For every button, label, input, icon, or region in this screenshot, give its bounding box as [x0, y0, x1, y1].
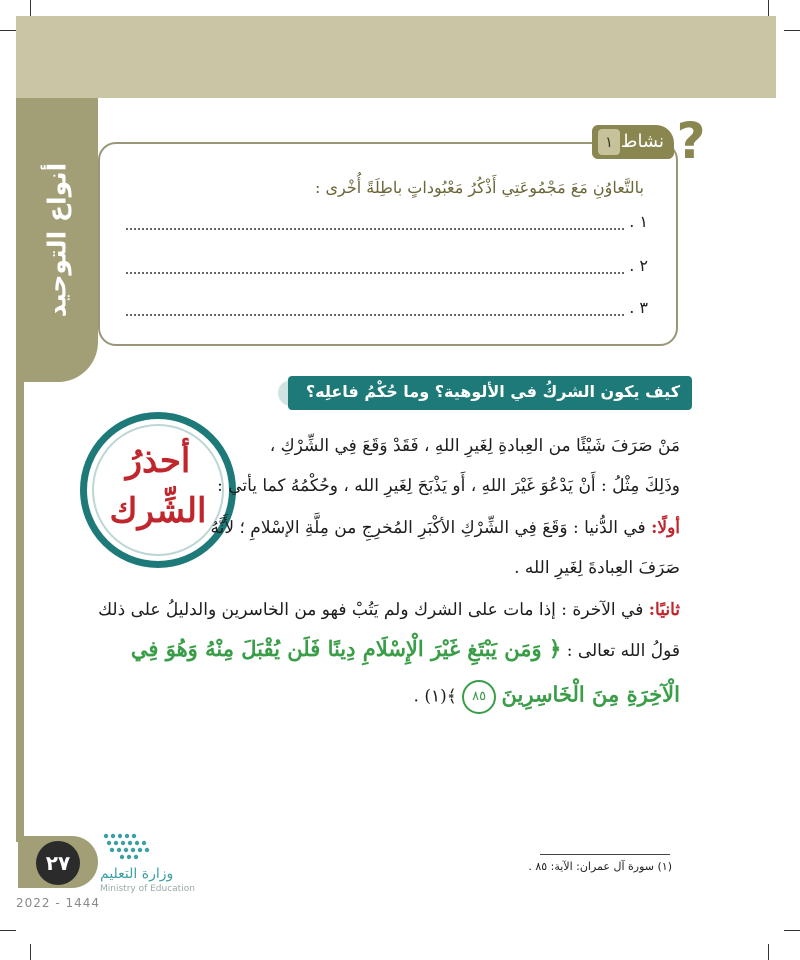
first-point [211, 518, 680, 538]
section-heading: كيف يكون الشركُ في الألوهية؟ وما حُكْمُ فاعلِه؟ [305, 382, 680, 401]
dotted-line [126, 314, 624, 316]
activity-tab [592, 125, 674, 159]
verse-line-1 [131, 636, 680, 661]
first-label: أولًا: [651, 518, 680, 538]
crop-mark [0, 930, 16, 931]
second-text: في الآخرة : إذا مات على الشرك ولم يَتُبْ فهو من الخاسرين والدليلُ على ذلك [98, 600, 644, 620]
badge-line2: الشِّرك [109, 491, 207, 531]
footnote: (١) سورة آل عمران: الآية: ٨٥ . [528, 860, 672, 873]
left-strip [16, 382, 24, 842]
verse-line-2 [414, 680, 680, 714]
verse-part2: الْآخِرَةِ مِنَ الْخَاسِرِينَ [501, 681, 680, 707]
answer-line-number: ٣ . [629, 298, 648, 317]
crop-mark [768, 944, 769, 960]
answer-line-number: ١ . [629, 212, 648, 231]
verse-part1: ﴿ وَمَن يَبْتَغِ غَيْرَ الْإِسْلَامِ دِينًا فَلَن يُقْبَلَ مِنْهُ وَهُوَ فِي [130, 636, 562, 661]
verse-end: ﴾(١) . [413, 686, 457, 707]
ministry-name-en: Ministry of Education [100, 884, 195, 894]
page-number: ٢٧ [36, 841, 80, 885]
crop-mark [30, 0, 31, 16]
ayah-number-mark: ٨٥ [462, 680, 496, 714]
warning-badge [80, 412, 236, 568]
edition-year: 2022 - 1444 [16, 896, 101, 910]
crop-mark [784, 30, 800, 31]
ministry-name: وزارة التعليم [100, 866, 174, 882]
second-point [98, 600, 680, 620]
section-banner [288, 376, 692, 410]
paragraph-2: وذَلِكَ مِثْلُ : أَنْ يَدْعُوَ غَيْرَ اللهِ ، أَو يَذْبَحَ لِغَيرِ الله ، وحُكْمُهُ كما يأتي : [217, 476, 680, 496]
second-label: ثانيًا: [648, 600, 680, 620]
side-tab [16, 98, 98, 382]
footnote-rule [540, 854, 670, 855]
answer-line[interactable] [126, 298, 648, 320]
answer-line[interactable] [126, 256, 648, 278]
question-mark-icon: ? [676, 112, 706, 170]
crop-mark [30, 944, 31, 960]
badge-line1: أحذرُ [125, 441, 191, 481]
paragraph-1: مَنْ صَرَفَ شَيْئًا من العِبادةِ لِغَيرِ اللهِ ، فَقَدْ وَقَعَ فِي الشِّرْكِ ، [269, 436, 680, 456]
activity-label: نشاط [620, 131, 664, 152]
answer-line-number: ٢ . [629, 256, 648, 275]
activity-number: ١ [598, 129, 620, 155]
quote-intro: قولُ الله تعالى : [566, 641, 680, 661]
first-text: في الدُّنيا : وَقَعَ فِي الشِّرْكِ الأكْبَرِ المُخرِجِ من مِلَّةِ الإسْلامِ ؛ لأَنَّهُ [210, 518, 646, 538]
top-band [16, 16, 776, 98]
activity-prompt: بالتَّعاوُنِ مَعَ مَجْمُوعَتِي أَذْكُرُ مَعْبُوداتٍ باطِلَةً أُخْرى : [315, 178, 644, 197]
crop-mark [768, 0, 769, 16]
first-continued: صَرَفَ العِبادةَ لِغَيرِ الله . [514, 558, 680, 578]
side-title: أنواع التوحيد [42, 162, 72, 318]
dotted-line [126, 228, 624, 230]
ministry-logo-icon [100, 830, 154, 866]
answer-line[interactable] [126, 212, 648, 234]
crop-mark [0, 30, 16, 31]
crop-mark [784, 930, 800, 931]
dotted-line [126, 272, 624, 274]
